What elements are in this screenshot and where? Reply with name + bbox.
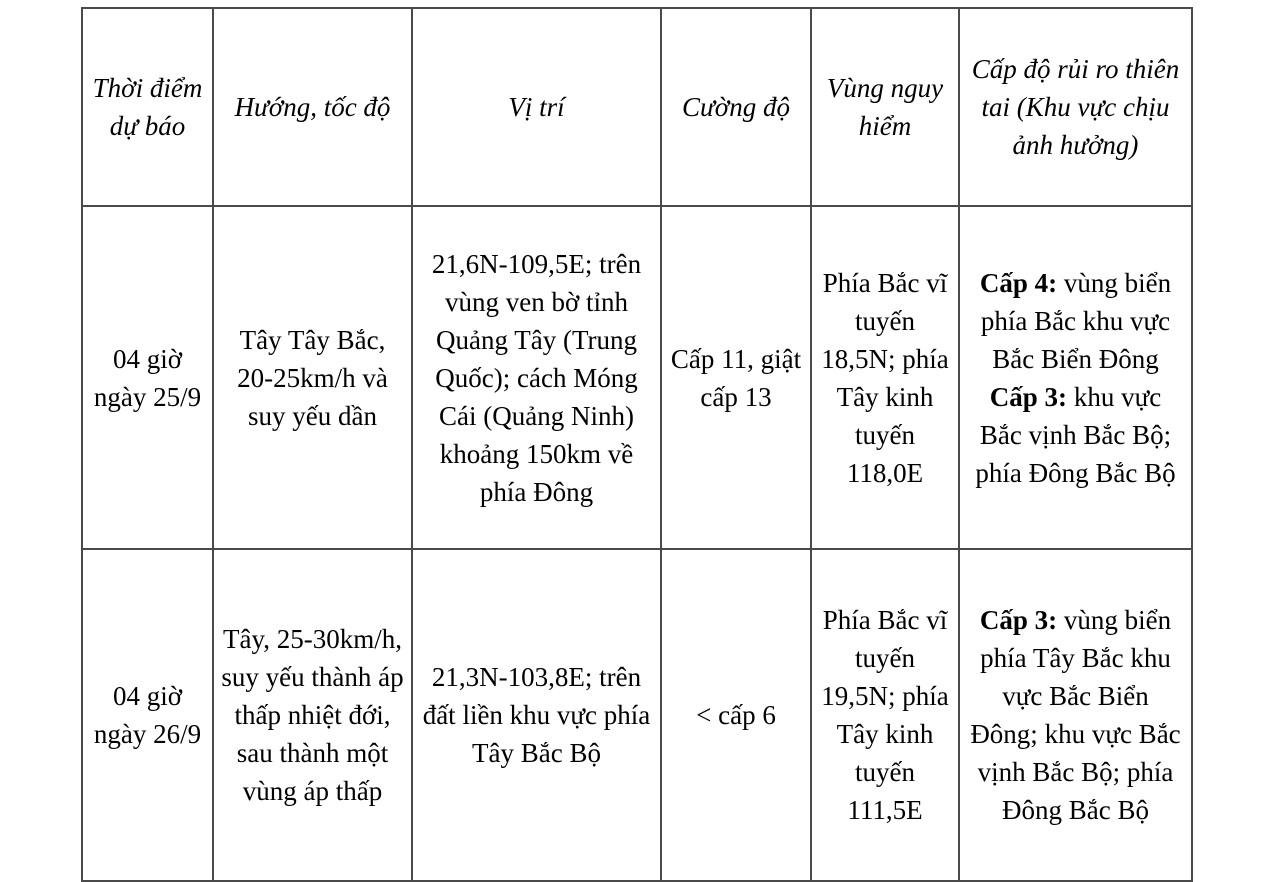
- cell-intensity: Cấp 11, giật cấp 13: [661, 206, 811, 549]
- table-header-row: [82, 8, 1192, 206]
- column-header-position: Vị trí: [412, 8, 661, 206]
- table-row: [82, 549, 1192, 881]
- cell-intensity: < cấp 6: [661, 549, 811, 881]
- risk-area-text: vùng biển phía Tây Bắc khu vực Bắc Biển Đông; khu vực Bắc vịnh Bắc Bộ; phía Đông Bắc Bộ: [970, 605, 1181, 825]
- risk-entry: [966, 378, 1185, 492]
- table-header: [82, 8, 1192, 206]
- risk-level-label: Cấp 4:: [979, 267, 1058, 298]
- risk-level-label: Cấp 3:: [979, 605, 1058, 635]
- cell-position: 21,3N-103,8E; trên đất liền khu vực phía Tây Bắc Bộ: [412, 549, 661, 881]
- cell-danger-zone: Phía Bắc vĩ tuyến 18,5N; phía Tây kinh tuyến 118,0E: [811, 206, 959, 549]
- risk-entry: [966, 601, 1185, 829]
- risk-area-text: khu vực Bắc vịnh Bắc Bộ; phía Đông Bắc Bộ: [975, 381, 1176, 488]
- cell-direction-speed: Tây Tây Bắc, 20-25km/h và suy yếu dần: [213, 206, 412, 549]
- cell-danger-zone: Phía Bắc vĩ tuyến 19,5N; phía Tây kinh tuyến 111,5E: [811, 549, 959, 881]
- column-header-forecast-time: Thời điểm dự báo: [82, 8, 213, 206]
- cell-forecast-time: 04 giờ ngày 26/9: [82, 549, 213, 881]
- risk-level-label: Cấp 3:: [989, 381, 1068, 412]
- cell-risk-level: [959, 549, 1192, 881]
- column-header-intensity: Cường độ: [661, 8, 811, 206]
- cell-risk-level: [959, 206, 1192, 549]
- column-header-danger-zone: Vùng nguy hiểm: [811, 8, 959, 206]
- storm-forecast-table: [81, 7, 1193, 882]
- cell-forecast-time: 04 giờ ngày 25/9: [82, 206, 213, 549]
- cell-position: 21,6N-109,5E; trên vùng ven bờ tỉnh Quảng Tây (Trung Quốc); cách Móng Cái (Quảng Ninh) khoảng 150km về phía Đông: [412, 206, 661, 549]
- cell-direction-speed: Tây, 25-30km/h, suy yếu thành áp thấp nhiệt đới, sau thành một vùng áp thấp: [213, 549, 412, 881]
- table-row: [82, 206, 1192, 549]
- column-header-risk-level: Cấp độ rủi ro thiên tai (Khu vực chịu ảnh hưởng): [959, 8, 1192, 206]
- risk-area-text: vùng biển phía Bắc khu vực Bắc Biển Đông: [980, 267, 1172, 374]
- table-body: [82, 206, 1192, 881]
- risk-entry: [966, 264, 1185, 378]
- column-header-direction-speed: Hướng, tốc độ: [213, 8, 412, 206]
